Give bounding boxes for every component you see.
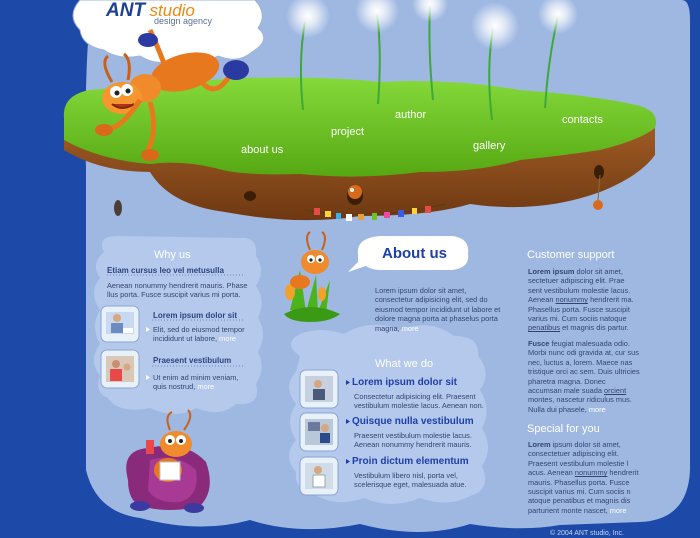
special-text <box>528 440 640 515</box>
cs-link-penatibus[interactable]: penatibus <box>528 323 561 333</box>
why-item-1-heading[interactable]: Lorem ipsum dolor sit <box>153 311 238 320</box>
cs-p2-a: feugiat malesuada odio. Morbi nunc odi gravida at, cur sus nec, luctus a, lorem. Maece nas tristique orci ac sem. Duis ultricies pharetra magna. Donec accumsan male suada <box>528 339 640 396</box>
why-item-2-body: Ut enim ad minim veniam, quis nostrud, <box>153 373 239 392</box>
nav-gallery[interactable]: gallery <box>473 140 506 152</box>
more-link[interactable]: more <box>219 334 237 344</box>
wwd-item-1-heading[interactable]: Lorem ipsum dolor sit <box>352 377 458 388</box>
why-us-title: Why us <box>154 249 191 261</box>
more-link[interactable]: more <box>401 323 419 333</box>
logo-tagline: design agency <box>154 16 213 26</box>
special-title: Special for you <box>527 423 600 435</box>
nav-project[interactable]: project <box>331 126 365 138</box>
cs-p1-b: hendrerit ma. Phasellus porta. Fusce suscipit varius mi. Cum sociis natoque <box>528 295 634 324</box>
why-us-intro: Aenean nonummy hendrerit mauris. Phase llus porta. Fusce suscipit varius mi porta. <box>107 281 248 300</box>
cs-p1-bold: Lorem ipsum <box>528 267 575 276</box>
copyright: © 2004 ANT studio, Inc. <box>550 530 624 537</box>
cs-p1-a: dolor sit amet, sectetuer adipiscing elit. Prae sent vestibulum molestie lacus. Aenean <box>528 267 631 305</box>
wwd-item-1-text: Consectetur adipisicing elit. Praesent vestibulum molestie lacus. Aenean non. <box>354 392 484 411</box>
about-us-text <box>375 286 503 333</box>
cs-p1-c: et magnis dis partur. <box>562 323 629 333</box>
about-us-title: About us <box>382 245 447 262</box>
why-us-subtitle: Etiam cursus leo vel metusulla <box>107 266 224 275</box>
more-link[interactable]: more <box>588 404 606 414</box>
wwd-item-2-text: Praesent vestibulum molestie lacus. Aenean nonummy hendrerit mauris. <box>354 431 472 450</box>
special-b: hendrerit mauris. Phasellus porta. Fusce suscipit varius mi. Cum sociis n atoque penatibus et magnis dis parturient monte nascet, <box>528 468 639 515</box>
special-link-nonummy[interactable]: nonummy <box>574 468 608 478</box>
customer-support-p1 <box>528 267 640 333</box>
logo-word: studio <box>149 1 195 20</box>
cs-p2-bold: Fusce <box>528 339 550 348</box>
customer-support-title: Customer support <box>527 249 615 261</box>
lamp-icon <box>471 2 519 50</box>
why-item-2-heading[interactable]: Praesent vestibulum <box>153 356 232 365</box>
about-us-body: Lorem ipsum dolor sit amet, consectetur adipisicing elit, sed do eiusmod tempor incididunt ut labore et dolore magna porta at phaselus porta magna, <box>375 286 501 333</box>
nav-about-us[interactable]: about us <box>241 144 284 156</box>
more-link[interactable]: more <box>197 382 215 392</box>
what-we-do-title: What we do <box>375 358 434 370</box>
logo-brand: ANT <box>106 0 146 21</box>
nav-contacts[interactable]: contacts <box>562 114 603 126</box>
cs-link-nonummy[interactable]: nonummy <box>555 295 588 305</box>
why-item-1-body: Elit, sed do eiusmod tempor incididunt ut labore, <box>153 325 245 344</box>
cs-link-orcient[interactable]: orcient <box>604 386 627 396</box>
wwd-item-2-heading[interactable]: Quisque nulla vestibulum <box>352 416 474 427</box>
special-a: ipsum dolor sit amet, consectetuer adipiscing elit. Praesent vestibulum molestie l acus. Aenean <box>528 440 629 478</box>
nav-author[interactable]: author <box>395 109 427 121</box>
customer-support-p2 <box>528 339 640 414</box>
why-item-1-text <box>153 325 249 344</box>
wwd-item-3-text: Vestibulum libero nisl, porta vel, scelerisque eget, malesuada atue. <box>354 471 467 490</box>
more-link[interactable]: more <box>609 505 627 515</box>
why-item-2-text <box>153 373 249 392</box>
wwd-item-3-heading[interactable]: Proin dictum elementum <box>352 456 469 467</box>
cs-p2-b: montes, nascetur ridiculus mus. Nulla dui phasele, <box>528 395 632 414</box>
special-bold: Lorem <box>528 440 551 449</box>
